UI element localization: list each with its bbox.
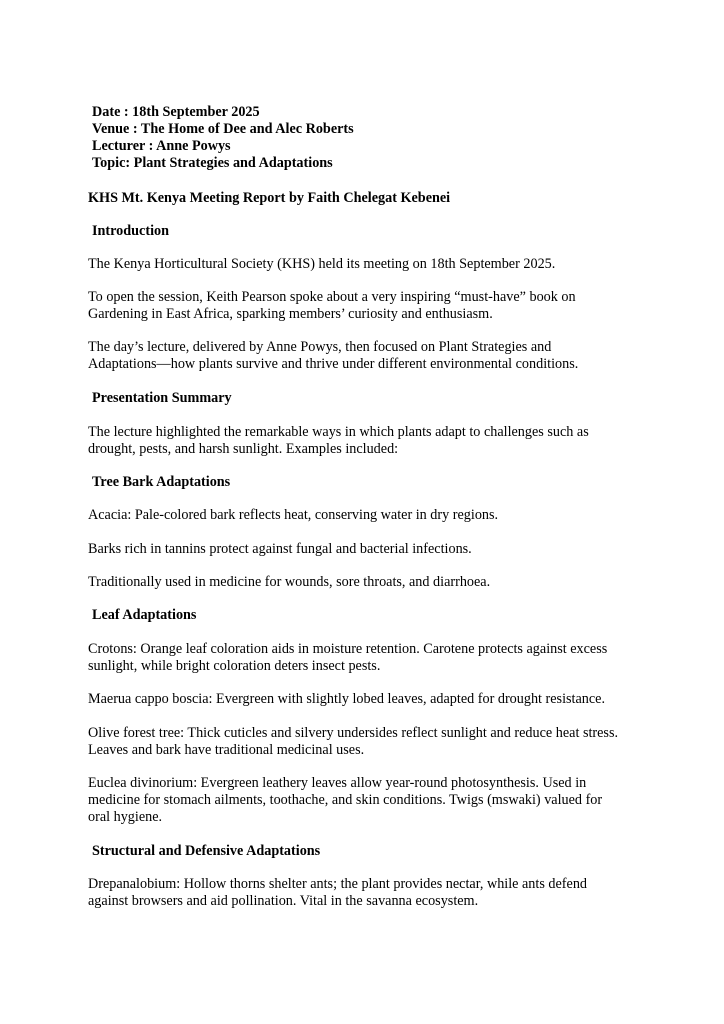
meeting-details — [92, 104, 354, 172]
paragraph-line: against browsers and aid pollination. Vital in the savanna ecosystem. — [88, 893, 479, 910]
paragraph-line: Acacia: Pale-colored bark reflects heat, conserving water in dry regions. — [88, 507, 499, 523]
paragraph-line: Crotons: Orange leaf coloration aids in moisture retention. Carotene protects against excess — [88, 641, 608, 657]
introduction-heading: Introduction — [92, 223, 169, 239]
leaf-paragraph-1 — [88, 641, 648, 675]
paragraph-line: To open the session, Keith Pearson spoke about a very inspiring “must-have” book on — [88, 289, 576, 305]
intro-paragraph-2 — [88, 289, 648, 323]
paragraph-line: Barks rich in tannins protect against fungal and bacterial infections. — [88, 541, 472, 557]
summary-paragraph-1 — [88, 424, 648, 458]
paragraph-line: Traditionally used in medicine for wounds, sore throats, and diarrhoea. — [88, 574, 491, 590]
intro-paragraph-1 — [88, 256, 648, 273]
paragraph-line: oral hygiene. — [88, 809, 163, 826]
paragraph-line: Adaptations—how plants survive and thrive under different environmental conditions. — [88, 356, 579, 373]
paragraph-line: Leaves and bark have traditional medicinal uses. — [88, 742, 365, 759]
leaf-heading: Leaf Adaptations — [92, 607, 197, 623]
paragraph-line: Gardening in East Africa, sparking members’ curiosity and enthusiasm. — [88, 306, 493, 323]
paragraph-line: The day’s lecture, delivered by Anne Powys, then focused on Plant Strategies and — [88, 339, 552, 355]
structural-paragraph-1 — [88, 876, 648, 910]
leaf-paragraph-4 — [88, 775, 648, 827]
paragraph-line: The Kenya Horticultural Society (KHS) held its meeting on 18th September 2025. — [88, 256, 556, 272]
paragraph-line: Maerua cappo boscia: Evergreen with slightly lobed leaves, adapted for drought resistance. — [88, 691, 606, 707]
report-title: KHS Mt. Kenya Meeting Report by Faith Chelegat Kebenei — [88, 190, 451, 206]
leaf-paragraph-3 — [88, 725, 648, 759]
paragraph-line: medicine for stomach ailments, toothache, and skin conditions. Twigs (mswaki) valued for — [88, 792, 603, 809]
summary-heading: Presentation Summary — [92, 390, 232, 406]
meeting-date: Date : 18th September 2025 — [92, 104, 260, 120]
meeting-topic: Topic: Plant Strategies and Adaptations — [92, 155, 333, 171]
bark-paragraph-1 — [88, 507, 648, 524]
bark-paragraph-2 — [88, 541, 648, 558]
leaf-paragraph-2 — [88, 691, 648, 708]
paragraph-line: Olive forest tree: Thick cuticles and silvery undersides reflect sunlight and reduce heat stress. — [88, 725, 619, 741]
paragraph-line: The lecture highlighted the remarkable ways in which plants adapt to challenges such as — [88, 424, 589, 440]
paragraph-line: Euclea divinorium: Evergreen leathery leaves allow year-round photosynthesis. Used in — [88, 775, 587, 791]
meeting-venue: Venue : The Home of Dee and Alec Roberts — [92, 121, 354, 137]
bark-paragraph-3 — [88, 574, 648, 591]
intro-paragraph-3 — [88, 339, 648, 373]
structural-heading: Structural and Defensive Adaptations — [92, 843, 321, 859]
paragraph-line: drought, pests, and harsh sunlight. Examples included: — [88, 441, 399, 458]
bark-heading: Tree Bark Adaptations — [92, 474, 231, 490]
paragraph-line: sunlight, while bright coloration deters insect pests. — [88, 658, 381, 675]
paragraph-line: Drepanalobium: Hollow thorns shelter ants; the plant provides nectar, while ants defend — [88, 876, 588, 892]
meeting-lecturer: Lecturer : Anne Powys — [92, 138, 231, 154]
